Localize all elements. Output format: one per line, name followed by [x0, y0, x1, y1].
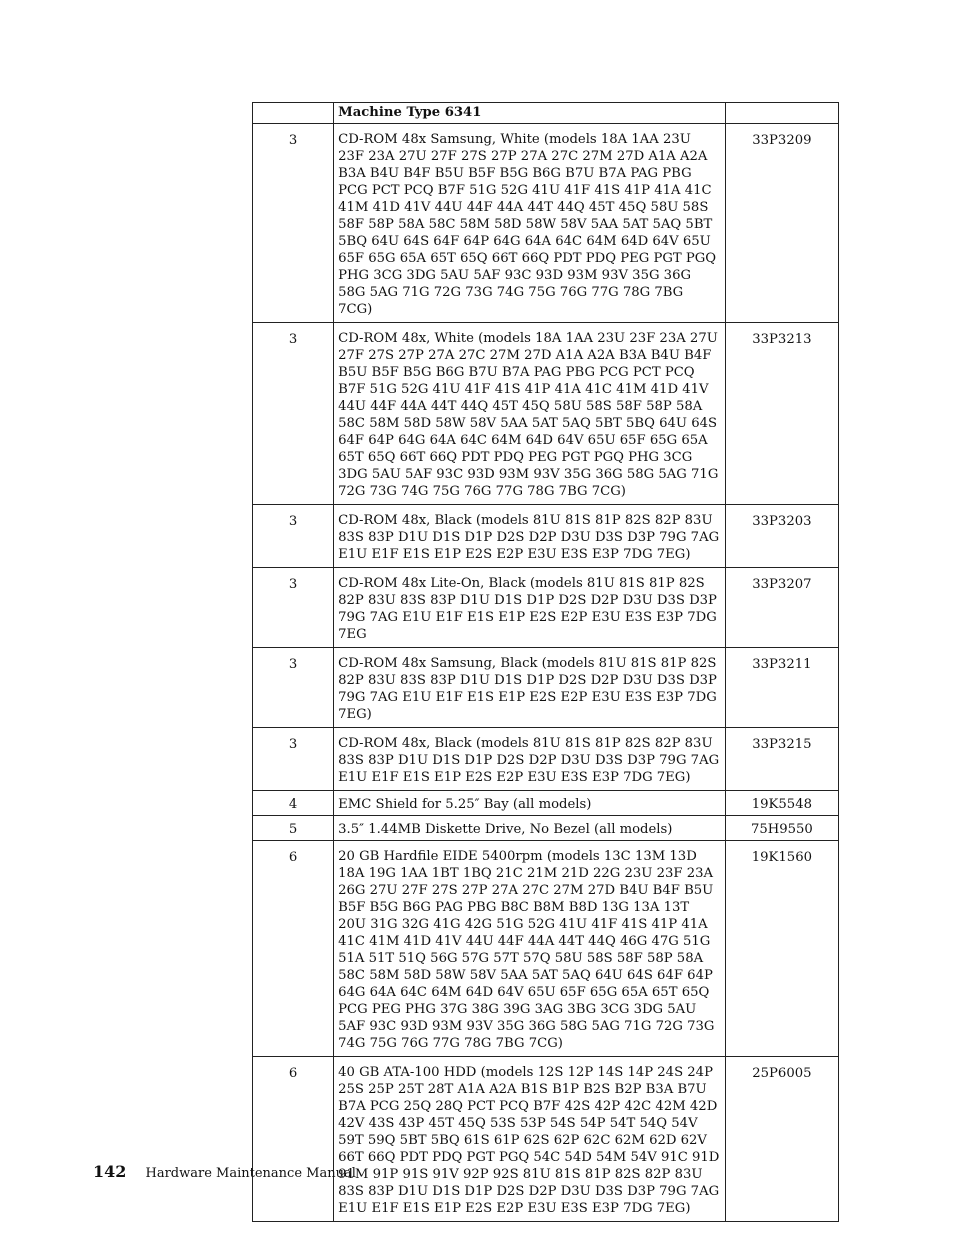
table-header-row — [253, 103, 839, 124]
row-description: CD-ROM 48x Samsung, Black (models 81U 81S 81P 82S 82P 83U 83S 83P D1U D1S D1P D2S D2P D3U D3S D3P 79G 7AG E1U E1F E1S E1P E2S E2P E3U E3S E3P 7DG 7EG) — [334, 648, 726, 728]
row-description: 40 GB ATA-100 HDD (models 12S 12P 14S 14P 24S 24P 25S 25P 25T 28T A1A A2A B1S B1P B2S B2P B3A B7U B7A PCG 25Q 28Q PCT PCQ B7F 42S 42P 42C 42M 42D 42V 43S 43P 45T 45Q 53S 53P 54S 54P 54T 54Q 54V 59T 59Q 5BT 5BQ 61S 61P 62S 62P 62C 62M 62D 62V 66T 66Q PDT PDQ PGT PGQ 54C 54D 54M 54V 91C 91D 91M 91P 91S 91V 92P 92S 81U 81S 81P 82S 82P 83U 83S 83P D1U D1S D1P D2S D2P D3U D3S D3P 79G 7AG E1U E1F E1S E1P E2S E2P E3U E3S E3P 7DG 7EG) — [334, 1057, 726, 1222]
row-index: 3 — [253, 568, 334, 648]
page-footer — [93, 1162, 356, 1181]
row-description: 20 GB Hardfile EIDE 5400rpm (models 13C 13M 13D 18A 19G 1AA 1BT 1BQ 21C 21M 21D 22G 23U 23F 23A 26G 27U 27F 27S 27P 27A 27C 27M 27D B4U B4F B5U B5F B5G B6G PAG PBG B8C B8M B8D 13G 13A 13T 20U 31G 32G 41G 42G 51G 52G 41U 41F 41S 41P 41A 41C 41M 41D 41V 44U 44F 44A 44T 44Q 46G 47G 51G 51A 51T 51Q 56G 57G 57T 57Q 58U 58S 58F 58P 58A 58C 58M 58D 58W 58V 5AA 5AT 5AQ 64U 64S 64F 64P 64G 64A 64C 64M 64D 64V 65U 65F 65G 65A 65T 65Q PCG PEG PHG 37G 38G 39G 3AG 3BG 3CG 3DG 5AU 5AF 93C 93D 93M 93V 35G 36G 58G 5AG 71G 72G 73G 74G 75G 76G 77G 78G 7BG 7CG) — [334, 841, 726, 1057]
table-row — [253, 568, 839, 648]
row-description: 3.5″ 1.44MB Diskette Drive, No Bezel (all models) — [334, 816, 726, 841]
row-description: EMC Shield for 5.25″ Bay (all models) — [334, 791, 726, 816]
row-index: 3 — [253, 505, 334, 568]
row-fru: 33P3215 — [725, 728, 838, 791]
table-row — [253, 648, 839, 728]
row-fru: 33P3211 — [725, 648, 838, 728]
header-fru — [725, 103, 838, 124]
row-fru: 33P3213 — [725, 323, 838, 505]
header-index — [253, 103, 334, 124]
row-index: 3 — [253, 124, 334, 323]
row-fru: 19K1560 — [725, 841, 838, 1057]
page-number: 142 — [93, 1162, 127, 1181]
row-fru: 19K5548 — [725, 791, 838, 816]
row-fru: 25P6005 — [725, 1057, 838, 1222]
row-index: 5 — [253, 816, 334, 841]
table-row — [253, 816, 839, 841]
table-row — [253, 124, 839, 323]
row-fru: 33P3203 — [725, 505, 838, 568]
table-row — [253, 728, 839, 791]
row-description: CD-ROM 48x Lite-On, Black (models 81U 81S 81P 82S 82P 83U 83S 83P D1U D1S D1P D2S D2P D3U D3S D3P 79G 7AG E1U E1F E1S E1P E2S E2P E3U E3S E3P 7DG 7EG — [334, 568, 726, 648]
table-row — [253, 505, 839, 568]
row-description: CD-ROM 48x, White (models 18A 1AA 23U 23F 23A 27U 27F 27S 27P 27A 27C 27M 27D A1A A2A B3A B4U B4F B5U B5F B5G B6G B7U B7A PAG PBG PCG PCT PCQ B7F 51G 52G 41U 41F 41S 41P 41A 41C 41M 41D 41V 44U 44F 44A 44T 44Q 45T 45Q 58U 58S 58F 58P 58A 58C 58M 58D 58W 58V 5AA 5AT 5AQ 5BT 5BQ 64U 64S 64F 64P 64G 64A 64C 64M 64D 64V 65U 65F 65G 65A 65T 65Q 66T 66Q PDT PDQ PEG PGT PGQ PHG 3CG 3DG 5AU 5AF 93C 93D 93M 93V 35G 36G 58G 5AG 71G 72G 73G 74G 75G 76G 77G 78G 7BG 7CG) — [334, 323, 726, 505]
table-row — [253, 841, 839, 1057]
row-fru: 33P3209 — [725, 124, 838, 323]
row-description: CD-ROM 48x Samsung, White (models 18A 1AA 23U 23F 23A 27U 27F 27S 27P 27A 27C 27M 27D A1A A2A B3A B4U B4F B5U B5F B5G B6G B7U B7A PAG PBG PCG PCT PCQ B7F 51G 52G 41U 41F 41S 41P 41A 41C 41M 41D 41V 44U 44F 44A 44T 44Q 45T 45Q 58U 58S 58F 58P 58A 58C 58M 58D 58W 58V 5AA 5AT 5AQ 5BT 5BQ 64U 64S 64F 64P 64G 64A 64C 64M 64D 64V 65U 65F 65G 65A 65T 65Q 66T 66Q PDT PDQ PEG PGT PGQ PHG 3CG 3DG 5AU 5AF 93C 93D 93M 93V 35G 36G 58G 5AG 71G 72G 73G 74G 75G 76G 77G 78G 7BG 7CG) — [334, 124, 726, 323]
header-machine-type: Machine Type 6341 — [334, 103, 726, 124]
row-description: CD-ROM 48x, Black (models 81U 81S 81P 82S 82P 83U 83S 83P D1U D1S D1P D2S D2P D3U D3S D3P 79G 7AG E1U E1F E1S E1P E2S E2P E3U E3S E3P 7DG 7EG) — [334, 505, 726, 568]
row-index: 6 — [253, 1057, 334, 1222]
row-fru: 33P3207 — [725, 568, 838, 648]
parts-table — [252, 102, 839, 1222]
manual-title: Hardware Maintenance Manual — [145, 1166, 356, 1181]
row-index: 4 — [253, 791, 334, 816]
table-row — [253, 323, 839, 505]
row-fru: 75H9550 — [725, 816, 838, 841]
row-index: 3 — [253, 323, 334, 505]
row-index: 6 — [253, 841, 334, 1057]
row-index: 3 — [253, 728, 334, 791]
table-row — [253, 791, 839, 816]
row-description: CD-ROM 48x, Black (models 81U 81S 81P 82S 82P 83U 83S 83P D1U D1S D1P D2S D2P D3U D3S D3P 79G 7AG E1U E1F E1S E1P E2S E2P E3U E3S E3P 7DG 7EG) — [334, 728, 726, 791]
row-index: 3 — [253, 648, 334, 728]
table-row — [253, 1057, 839, 1222]
